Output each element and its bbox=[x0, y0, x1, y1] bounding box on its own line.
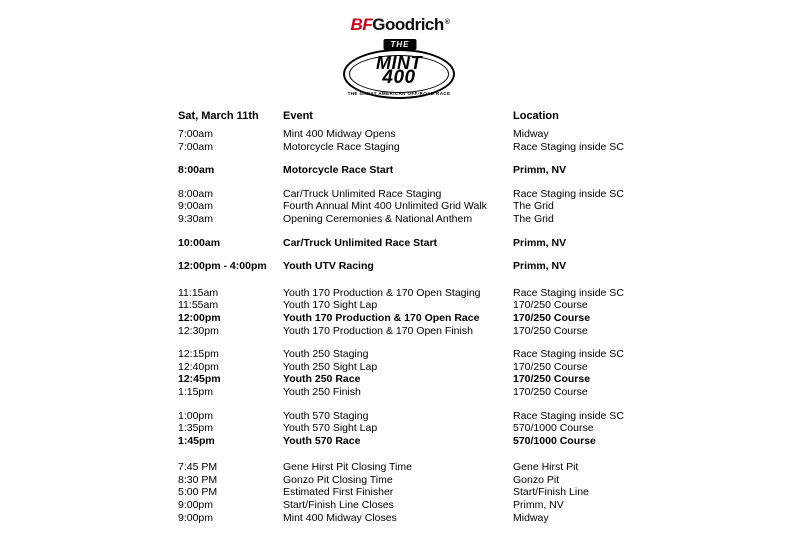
cell-location: Race Staging inside SC bbox=[513, 286, 624, 299]
cell-event: Youth 250 Staging bbox=[283, 348, 369, 361]
logo-mint-text: MINT bbox=[376, 53, 422, 73]
cell-event: Youth 570 Race bbox=[283, 434, 361, 447]
cell-location: Primm, NV bbox=[513, 499, 564, 512]
cell-event: Youth 570 Staging bbox=[283, 409, 369, 422]
table-spacer-row bbox=[178, 154, 713, 165]
cell-event: Motorcycle Race Staging bbox=[283, 140, 400, 153]
cell-time: 5:00 PM bbox=[178, 486, 218, 499]
cell-time: 7:00am bbox=[178, 128, 214, 140]
table-spacer-row bbox=[178, 178, 713, 189]
mint-400-logo bbox=[343, 39, 457, 101]
cell-time: 12:45pm bbox=[178, 373, 221, 386]
cell-time: 9:30am bbox=[178, 212, 214, 225]
cell-time: 11:55am bbox=[178, 299, 219, 312]
cell-location: Primm, NV bbox=[513, 164, 567, 177]
table-spacer-row bbox=[178, 274, 713, 288]
cell-location: Midway bbox=[513, 128, 549, 140]
table-spacer-row bbox=[178, 227, 713, 238]
table-spacer-cell bbox=[178, 400, 713, 411]
table-row bbox=[178, 475, 713, 488]
table-row bbox=[178, 313, 713, 326]
cell-location: Gonzo Pit bbox=[513, 473, 560, 486]
cell-location: Gene Hirst Pit bbox=[513, 461, 579, 474]
table-row bbox=[178, 462, 713, 475]
cell-time: 8:00am bbox=[178, 187, 214, 200]
cell-event: Estimated First Finisher bbox=[283, 486, 394, 499]
cell-event: Opening Ceremonies & National Anthem bbox=[283, 212, 473, 225]
cell-location: The Grid bbox=[513, 200, 554, 213]
table-row bbox=[178, 326, 713, 339]
header-event: Event bbox=[283, 110, 313, 122]
cell-location: Race Staging inside SC bbox=[513, 187, 624, 200]
cell-event: Motorcycle Race Start bbox=[283, 164, 394, 177]
table-row bbox=[178, 288, 713, 301]
cell-time: 12:40pm bbox=[178, 360, 219, 373]
table-row bbox=[178, 214, 713, 227]
cell-location: 570/1000 Course bbox=[513, 422, 594, 435]
cell-time: 1:45pm bbox=[178, 434, 215, 447]
cell-event: Gonzo Pit Closing Time bbox=[283, 473, 393, 486]
table-spacer-row bbox=[178, 338, 713, 349]
cell-location: The Grid bbox=[513, 212, 554, 225]
registered-trademark-icon: ® bbox=[444, 19, 450, 26]
header-time: Sat, March 11th bbox=[178, 110, 259, 122]
schedule-section bbox=[0, 111, 800, 525]
cell-time: 10:00am bbox=[178, 236, 221, 249]
cell-event: Youth 250 Finish bbox=[283, 385, 361, 398]
cell-location: Start/Finish Line bbox=[513, 486, 589, 499]
table-row bbox=[178, 238, 713, 251]
table-spacer-cell bbox=[178, 338, 713, 349]
bfgoodrich-logo bbox=[351, 16, 450, 33]
cell-time: 7:00am bbox=[178, 140, 214, 153]
cell-event: Fourth Annual Mint 400 Unlimited Grid Walk bbox=[283, 200, 487, 213]
header-logo-area bbox=[0, 0, 800, 101]
cell-time: 1:00pm bbox=[178, 409, 214, 422]
table-row bbox=[178, 513, 713, 526]
cell-time: 8:00am bbox=[178, 164, 215, 177]
table-header-row bbox=[178, 111, 713, 129]
cell-location: 170/250 Course bbox=[513, 311, 591, 324]
cell-event: Car/Truck Unlimited Race Start bbox=[283, 236, 438, 249]
schedule-table bbox=[178, 111, 713, 525]
table-row bbox=[178, 411, 713, 424]
table-row bbox=[178, 500, 713, 513]
cell-location: Primm, NV bbox=[513, 260, 567, 273]
cell-time: 9:00pm bbox=[178, 511, 214, 524]
header-location: Location bbox=[513, 110, 559, 122]
cell-location: 170/250 Course bbox=[513, 324, 588, 337]
cell-location: 170/250 Course bbox=[513, 385, 588, 398]
cell-event: Mint 400 Midway Closes bbox=[283, 511, 397, 524]
cell-location: Race Staging inside SC bbox=[513, 348, 624, 361]
logo-400-text: 400 bbox=[382, 67, 416, 88]
cell-time: 8:30 PM bbox=[178, 473, 218, 486]
cell-location: Primm, NV bbox=[513, 236, 567, 249]
table-row bbox=[178, 129, 713, 142]
cell-time: 1:35pm bbox=[178, 422, 214, 435]
table-row bbox=[178, 374, 713, 387]
table-row bbox=[178, 362, 713, 375]
bfgoodrich-bf-text: BF bbox=[350, 15, 373, 34]
table-spacer-row bbox=[178, 400, 713, 411]
cell-event: Start/Finish Line Closes bbox=[283, 499, 394, 512]
table-row bbox=[178, 423, 713, 436]
table-row bbox=[178, 142, 713, 155]
cell-time: 12:00pm - 4:00pm bbox=[178, 260, 267, 273]
cell-location: 170/250 Course bbox=[513, 299, 588, 312]
cell-event: Youth 250 Race bbox=[283, 373, 361, 386]
table-row bbox=[178, 165, 713, 178]
cell-event: Youth 250 Sight Lap bbox=[283, 360, 378, 373]
cell-time: 9:00pm bbox=[178, 499, 214, 512]
cell-location: Race Staging inside SC bbox=[513, 409, 624, 422]
cell-time: 11:15am bbox=[178, 286, 219, 299]
cell-location: 570/1000 Course bbox=[513, 434, 596, 447]
table-spacer-cell bbox=[178, 154, 713, 165]
cell-event: Youth 170 Production & 170 Open Staging bbox=[283, 286, 481, 299]
logo-the-banner: THE bbox=[384, 39, 417, 50]
table-spacer-cell bbox=[178, 274, 713, 288]
cell-time: 9:00am bbox=[178, 200, 214, 213]
bfgoodrich-goodrich-text: Goodrich bbox=[372, 15, 444, 34]
cell-time: 1:15pm bbox=[178, 385, 214, 398]
cell-event: Youth 170 Production & 170 Open Race bbox=[283, 311, 480, 324]
table-spacer-cell bbox=[178, 227, 713, 238]
table-row bbox=[178, 349, 713, 362]
cell-event: Youth 170 Sight Lap bbox=[283, 299, 378, 312]
cell-time: 12:00pm bbox=[178, 311, 221, 324]
cell-event: Gene Hirst Pit Closing Time bbox=[283, 461, 412, 474]
table-spacer-cell bbox=[178, 178, 713, 189]
cell-location: 170/250 Course bbox=[513, 360, 588, 373]
cell-event: Youth 170 Production & 170 Open Finish bbox=[283, 324, 473, 337]
table-row bbox=[178, 261, 713, 274]
cell-event: Mint 400 Midway Opens bbox=[283, 128, 396, 140]
cell-event: Youth UTV Racing bbox=[283, 260, 374, 273]
cell-time: 12:15pm bbox=[178, 348, 219, 361]
logo-subtitle-text: THE GREAT AMERICAN OFF-ROAD RACE bbox=[347, 90, 451, 96]
table-spacer-row bbox=[178, 448, 713, 462]
cell-time: 12:30pm bbox=[178, 324, 219, 337]
cell-event: Youth 570 Sight Lap bbox=[283, 422, 378, 435]
table-row bbox=[178, 387, 713, 400]
schedule-table-body bbox=[178, 111, 713, 525]
cell-time: 7:45 PM bbox=[178, 461, 218, 474]
table-row bbox=[178, 436, 713, 449]
cell-location: Midway bbox=[513, 511, 549, 524]
table-spacer-cell bbox=[178, 448, 713, 462]
cell-event: Car/Truck Unlimited Race Staging bbox=[283, 187, 442, 200]
cell-location: Race Staging inside SC bbox=[513, 140, 624, 153]
table-row bbox=[178, 487, 713, 500]
cell-location: 170/250 Course bbox=[513, 373, 591, 386]
